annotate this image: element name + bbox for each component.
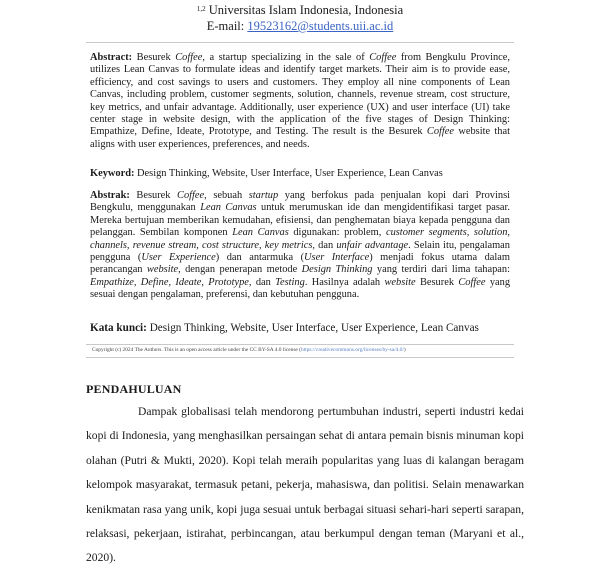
top-divider <box>86 42 514 43</box>
kata-kunci-label: Kata kunci: <box>90 322 147 334</box>
license-link[interactable]: https://creativecommons.org/licenses/by-sa/4.0/ <box>300 347 404 353</box>
keywords-label: Keyword: <box>90 168 135 179</box>
license-close: ) <box>403 347 406 353</box>
license-bottom-divider <box>86 357 514 358</box>
abstrak-text: . Hasilnya adalah <box>304 276 385 288</box>
abstrak-text: digunakan: problem, <box>288 227 386 239</box>
abstrak-text: , dengan penerapan metode <box>178 264 302 276</box>
abstract-italic: Coffee <box>369 52 397 63</box>
abstrak-text: yang sesuai dengan pengalaman, preferensi, dan kebutuhan pengguna. <box>90 276 511 301</box>
abstrak-text: yang terdiri dari lima tahapan: <box>372 264 511 276</box>
abstrak-italic: Lean Canvas <box>232 227 289 239</box>
keywords-indonesian <box>90 322 520 335</box>
abstrak-text: ) dan antarmuka ( <box>215 252 305 264</box>
abstrak-text: Besurek <box>129 190 178 201</box>
license-top-divider <box>86 344 514 345</box>
kata-kunci-text: Design Thinking, Website, User Interface, User Experience, Lean Canvas <box>146 322 479 334</box>
abstract-indonesian <box>90 190 510 302</box>
abstrak-label: Abstrak: <box>90 190 130 201</box>
abstrak-italic: User Experience <box>141 252 216 264</box>
abstrak-italic: Design Thinking <box>301 264 373 276</box>
email-label: E-mail: <box>206 19 248 33</box>
abstrak-text: dan <box>314 239 337 251</box>
abstrak-text: ) menjadi fokus utama dalam perancangan <box>90 252 510 276</box>
introduction-paragraph <box>86 400 524 571</box>
license-notice <box>92 347 522 354</box>
affiliation-superscript: 1,2 <box>196 5 206 13</box>
affiliation <box>0 2 600 18</box>
abstrak-text: , sebuah <box>204 190 249 201</box>
abstract-label: Abstract: <box>90 52 133 63</box>
abstrak-text: dan <box>251 276 276 288</box>
abstrak-italic: website <box>384 276 416 288</box>
abstrak-italic: website <box>146 264 179 276</box>
abstrak-text: Besurek <box>415 276 459 288</box>
abstract-text: from Bengkulu Province, utilizes Lean Canvas to formulate ideas and identify target markets. Their aim is to provide ease, efficiency, and cost savings to users and customers. They employ all nine components of Lean Canvas, including problem, customer segments, solution, channels, revenue stream, cost structure, key metrics, and unfair advantage. Additionally, user experience (UX) and user interface (UI) take center stage in website design, with the application of the five stages of Design Thinking: Empathize, Define, Ideate, Prototype, and Testing. The result is the Besurek <box>90 52 510 138</box>
abstrak-text: untuk merumuskan ide dan mengidentifikasi target pasar. Mereka bertujuan memberikan kemudahan, efisiensi, dan penghematan biaya kepada pengguna dan pelanggan. Sembilan komponen <box>90 202 510 239</box>
abstract-italic: Coffee <box>426 126 455 138</box>
abstrak-italic: Lean Canvas <box>200 202 257 214</box>
introduction-text: Dampak globalisasi telah mendorong pertumbuhan industri, seperti industri kedai kopi di Indonesia, yang menghasilkan persaingan sehat di antara pemain bisnis minuman kopi olahan (Putri & Mukti, 2020). Kopi telah meraih popularitas yang luas di kalangan beragam kelompok masyarakat, termasuk petani, pekerja, mahasiswa, dan politisi. Selain menawarkan kenikmatan rasa yang unik, kopi juga sesuai untuk berbagai situasi sehari-hari seperti sarapan, relaksasi, pekerjaan, istirahat, perbincangan, atau berkumpul dengan teman (Maryani et al., 2020). <box>86 405 524 565</box>
section-heading: PENDAHULUAN <box>86 382 182 396</box>
abstrak-italic: User Interface <box>304 252 370 264</box>
abstrak-italic: Coffee <box>177 190 205 201</box>
abstract-english <box>90 52 510 151</box>
abstrak-italic: Testing <box>275 276 305 288</box>
affiliation-text: Universitas Islam Indonesia, Indonesia <box>208 3 404 17</box>
abstract-text: , a startup specializing in the sale of <box>202 52 370 63</box>
affiliation-block <box>0 2 600 34</box>
email-link[interactable]: 19523162@students.uii.ac.id <box>247 19 394 33</box>
abstrak-text: . Selain itu, pengalaman pengguna ( <box>90 239 510 264</box>
abstract-italic: Coffee <box>175 52 203 63</box>
email-line <box>0 18 600 34</box>
keywords-text: Design Thinking, Website, User Interface, User Experience, Lean Canvas <box>134 168 443 179</box>
abstract-text: website that aligns with user experiences, preferences, and needs. <box>90 126 510 150</box>
license-text: Copyright (c) 2024 The Authors. This is an open access article under the CC BY-SA 4.0 license ( <box>92 347 301 353</box>
abstrak-italic: Coffee <box>458 276 486 288</box>
abstract-text: Besurek <box>132 52 176 63</box>
abstrak-italic: Empathize, Define, Ideate, Prototype, <box>90 276 252 288</box>
keywords-english <box>90 168 520 180</box>
abstrak-italic: startup <box>248 190 279 201</box>
abstrak-italic: customer segments, solution, channels, revenue stream, cost structure, key metrics, <box>90 227 511 251</box>
abstrak-text: yang berfokus pada penjualan kopi dari Provinsi Bengkulu, menggunakan <box>90 190 510 214</box>
abstrak-italic: unfair advantage <box>336 239 409 251</box>
